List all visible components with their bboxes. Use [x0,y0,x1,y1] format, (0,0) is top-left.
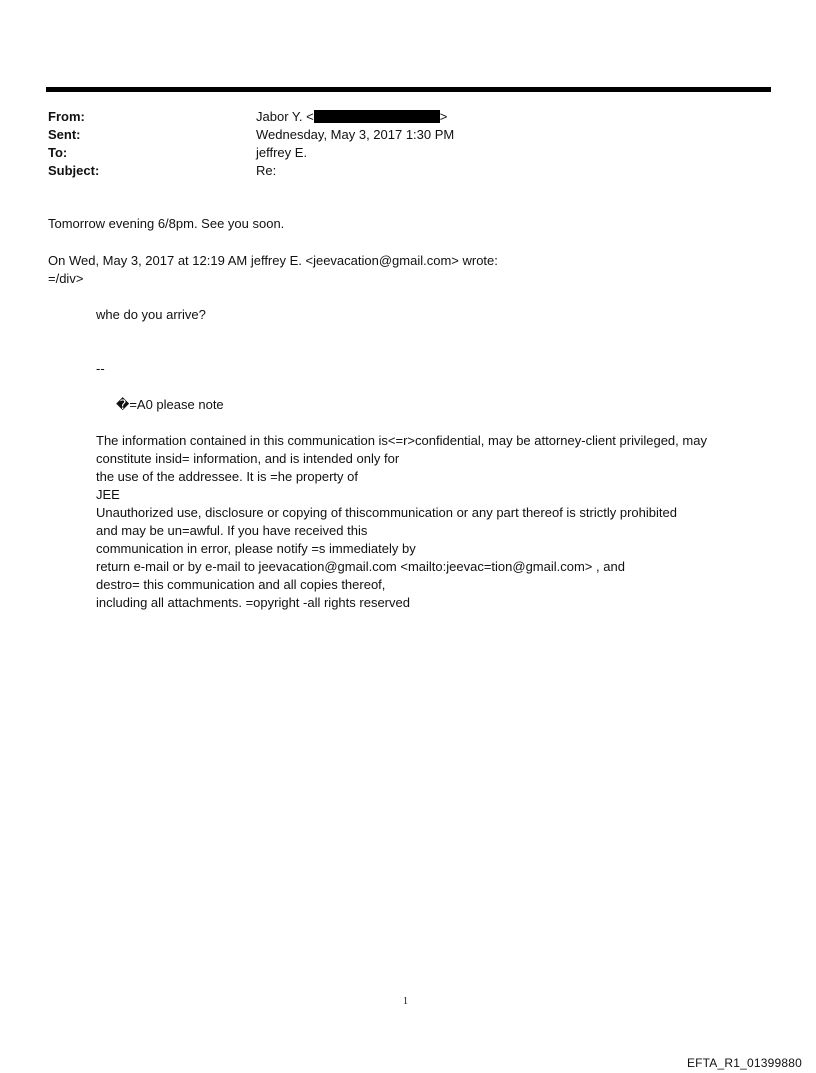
signature-separator: -- [96,361,105,376]
document-id: EFTA_R1_01399880 [686,1056,802,1070]
disclaimer-line: return e-mail or by e-mail to jeevacation@gmail.com <mailto:jeevac=tion@gmail.com> , and [96,559,625,574]
disclaimer-line: JEE [96,487,120,502]
page-number: 1 [403,996,408,1007]
sent-value: Wednesday, May 3, 2017 1:30 PM [256,127,455,142]
disclaimer-line: including all attachments. =opyright -all rights reserved [96,595,410,610]
from-name: Jabor Y. < [256,109,314,124]
header-rule [46,87,771,92]
redaction-box [314,110,440,123]
from-value [256,108,447,126]
subject-value: Re: [256,163,277,178]
to-value: jeffrey E. [256,145,308,160]
please-note: �=A0 please note [116,397,224,412]
subject-label: Subject: [48,163,100,178]
div-artifact: =/div> [48,271,84,286]
disclaimer-line: destro= this communication and all copies thereof, [96,577,386,592]
disclaimer-line: and may be un=awful. If you have received this [96,523,368,538]
quoted-question: whe do you arrive? [96,307,206,322]
quote-attribution: On Wed, May 3, 2017 at 12:19 AM jeffrey E. <jeevacation@gmail.com> wrote: [48,253,498,268]
disclaimer-line: constitute insid= information, and is intended only for [96,451,400,466]
to-label: To: [48,145,68,160]
disclaimer-line: the use of the addressee. It is =he property of [96,469,358,484]
from-close: > [439,109,448,124]
reply-text: Tomorrow evening 6/8pm. See you soon. [48,216,285,231]
disclaimer-line: communication in error, please notify =s immediately by [96,541,416,556]
from-label: From: [48,109,85,124]
disclaimer-line: The information contained in this communication is<=r>confidential, may be attorney-client privileged, may [96,433,707,448]
sent-label: Sent: [48,127,81,142]
disclaimer-line: Unauthorized use, disclosure or copying of thiscommunication or any part thereof is strictly prohibited [96,505,677,520]
